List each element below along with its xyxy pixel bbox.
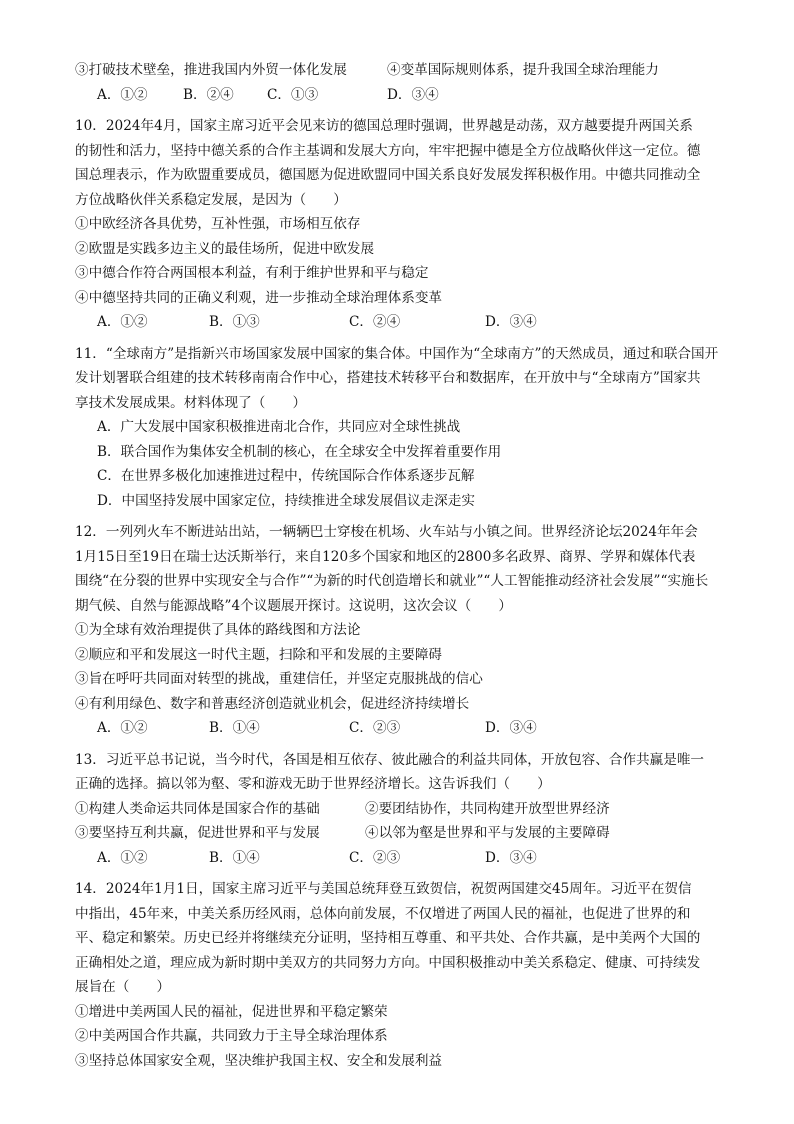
q13-option-c[interactable]: C．②③ bbox=[349, 849, 401, 866]
q9-option-c[interactable]: C．①③ bbox=[267, 86, 319, 103]
q9-statement-3: ③打破技术壁垒，推进我国内外贸一体化发展 bbox=[75, 62, 347, 78]
q13-option-a[interactable]: A．①② bbox=[97, 849, 148, 866]
q14-statement: ①增进中美两国人民的福祉，促进世界和平稳定繁荣 bbox=[75, 1003, 388, 1020]
q9-option-a[interactable]: A．①② bbox=[97, 86, 148, 103]
q10-statement: ②欧盟是实践多边主义的最佳场所，促进中欧发展 bbox=[75, 240, 375, 257]
q10-statement: ①中欧经济各具优势，互补性强，市场相互依存 bbox=[75, 216, 361, 232]
q14-stem-line: 中指出，45年来，中美关系历经风雨，总体向前发展，不仅增进了两国人民的福祉，也促进了世界的和 bbox=[75, 905, 691, 922]
q11-option-b[interactable]: B．联合国作为集体安全机制的核心，在全球安全中发挥着重要作用 bbox=[97, 443, 502, 460]
q12-options bbox=[75, 716, 725, 741]
q14-stem-line: 正确相处之道，理应成为新时期中美双方的共同努力方向。中国积极推动中美关系稳定、健康、可持续发 bbox=[75, 954, 701, 971]
q13-options bbox=[75, 846, 725, 871]
question-13 bbox=[75, 748, 725, 871]
q10-statement: ③中德合作符合两国根本利益，有利于维护世界和平与稳定 bbox=[75, 265, 429, 281]
q10-option-a[interactable]: A．①② bbox=[97, 314, 148, 330]
q13-statements-row bbox=[75, 821, 725, 846]
q13-statement-4: ④以邻为壑是世界和平与发展的主要障碍 bbox=[365, 825, 610, 841]
question-12 bbox=[75, 520, 725, 741]
question-14 bbox=[75, 877, 725, 1073]
q9-option-d[interactable]: D．③④ bbox=[387, 86, 439, 103]
q10-stem-line: 10．2024年4月，国家主席习近平会见来访的德国总理时强调，世界越是动荡，双方越要提升两国关系 bbox=[75, 118, 693, 134]
question-11 bbox=[75, 342, 725, 514]
q12-statement: ②顺应和平和发展这一时代主题，扫除和平和发展的主要障碍 bbox=[75, 646, 443, 663]
q10-statement: ④中德坚持共同的正确义利观，进一步推动全球治理体系变革 bbox=[75, 289, 443, 306]
q13-option-d[interactable]: D．③④ bbox=[485, 849, 537, 866]
q14-stem-line: 展旨在（ ） bbox=[75, 979, 171, 995]
q12-statement: ①为全球有效治理提供了具体的路线图和方法论 bbox=[75, 622, 361, 638]
q14-statement: ②中美两国合作共赢，共同致力于主导全球治理体系 bbox=[75, 1028, 388, 1044]
q13-statement-1: ①构建人类命运共同体是国家合作的基础 bbox=[75, 800, 320, 817]
q13-statements-row bbox=[75, 797, 725, 822]
q12-statement: ③旨在呼吁共同面对转型的挑战，重建信任，并坚定克服挑战的信心 bbox=[75, 671, 483, 687]
q12-option-b[interactable]: B．①④ bbox=[209, 720, 260, 736]
q10-option-d[interactable]: D．③④ bbox=[485, 314, 537, 330]
q11-option-a[interactable]: A．广大发展中国家积极推进南北合作，共同应对全球性挑战 bbox=[97, 419, 461, 435]
q11-stem-line: 发计划署联合组建的技术转移南南合作中心，搭建技术转移平台和数据库，在开放中与“全球南方”国家共 bbox=[75, 370, 701, 386]
q12-stem-line: 1月15日至19日在瑞士达沃斯举行，来自120多个国家和地区的2800多名政界、商界、学界和媒体代表 bbox=[75, 548, 696, 565]
q13-statement-3: ③要坚持互利共赢，促进世界和平与发展 bbox=[75, 825, 320, 841]
q13-stem-line: 13．习近平总书记说，当今时代，各国是相互依存、彼此融合的利益共同体，开放包容、合作共赢是唯一 bbox=[75, 751, 705, 768]
exam-page bbox=[75, 58, 725, 1073]
q13-statement-2: ②要团结协作，共同构建开放型世界经济 bbox=[365, 800, 610, 817]
q10-options bbox=[75, 310, 725, 335]
q9-statement-4: ④变革国际规则体系，提升我国全球治理能力 bbox=[387, 62, 659, 78]
q9-statements-row bbox=[75, 58, 725, 83]
q12-stem-line: 12．一列列火车不断进站出站，一辆辆巴士穿梭在机场、火车站与小镇之间。世界经济论坛2024年年会 bbox=[75, 524, 698, 540]
q9-options bbox=[75, 83, 725, 108]
q13-option-b[interactable]: B．①④ bbox=[209, 849, 260, 866]
q10-stem-line: 国总理表示，作为欧盟重要成员，德国愿为促进欧盟同中国关系良好发展发挥积极作用。中德共同推动全 bbox=[75, 167, 701, 183]
q12-stem-line: 期气候、自然与能源战略”4个议题展开探讨。这说明，这次会议（ ） bbox=[75, 597, 513, 614]
q11-option-d[interactable]: D．中国坚持发展中国家定位，持续推进全球发展倡议走深走实 bbox=[97, 492, 475, 509]
q10-option-c[interactable]: C．②④ bbox=[349, 314, 401, 330]
q10-option-b[interactable]: B．①③ bbox=[209, 314, 260, 330]
question-10 bbox=[75, 114, 725, 335]
q10-stem-line: 的韧性和活力，坚持中德关系的合作主基调和发展大方向，牢牢把握中德是全方位战略伙伴这一定位。德 bbox=[75, 142, 701, 159]
q12-statement: ④有利用绿色、数字和普惠经济创造就业机会，促进经济持续增长 bbox=[75, 695, 470, 712]
q14-stem-line: 14．2024年1月1日，国家主席习近平与美国总统拜登互致贺信，祝贺两国建交45周年。习近平在贺信 bbox=[75, 881, 692, 897]
q9-option-b[interactable]: B．②④ bbox=[183, 86, 234, 103]
q11-stem-line: 11．“全球南方”是指新兴市场国家发展中国家的集合体。中国作为“全球南方”的天然成员，通过和联合国开 bbox=[75, 345, 719, 362]
q12-option-d[interactable]: D．③④ bbox=[485, 720, 537, 736]
q13-stem-line: 正确的选择。搞以邻为壑、零和游戏无助于世界经济增长。这告诉我们（ ） bbox=[75, 776, 551, 792]
q12-option-a[interactable]: A．①② bbox=[97, 720, 148, 736]
q10-stem-line: 方位战略伙伴关系稳定发展，是因为（ ） bbox=[75, 191, 347, 208]
q11-stem-line: 享技术发展成果。材料体现了（ ） bbox=[75, 394, 307, 411]
q14-statement: ③坚持总体国家安全观，坚决维护我国主权、安全和发展利益 bbox=[75, 1052, 443, 1069]
q11-option-c[interactable]: C．在世界多极化加速推进过程中，传统国际合作体系逐步瓦解 bbox=[97, 468, 475, 484]
q12-option-c[interactable]: C．②③ bbox=[349, 720, 401, 736]
q12-stem-line: 围绕“在分裂的世界中实现安全与合作”“为新的时代创造增长和就业”“人工智能推动经济社会发展”“实施长 bbox=[75, 573, 709, 589]
q14-stem-line: 平、稳定和繁荣。历史已经并将继续充分证明，坚持相互尊重、和平共处、合作共赢，是中美两个大国的 bbox=[75, 930, 701, 946]
